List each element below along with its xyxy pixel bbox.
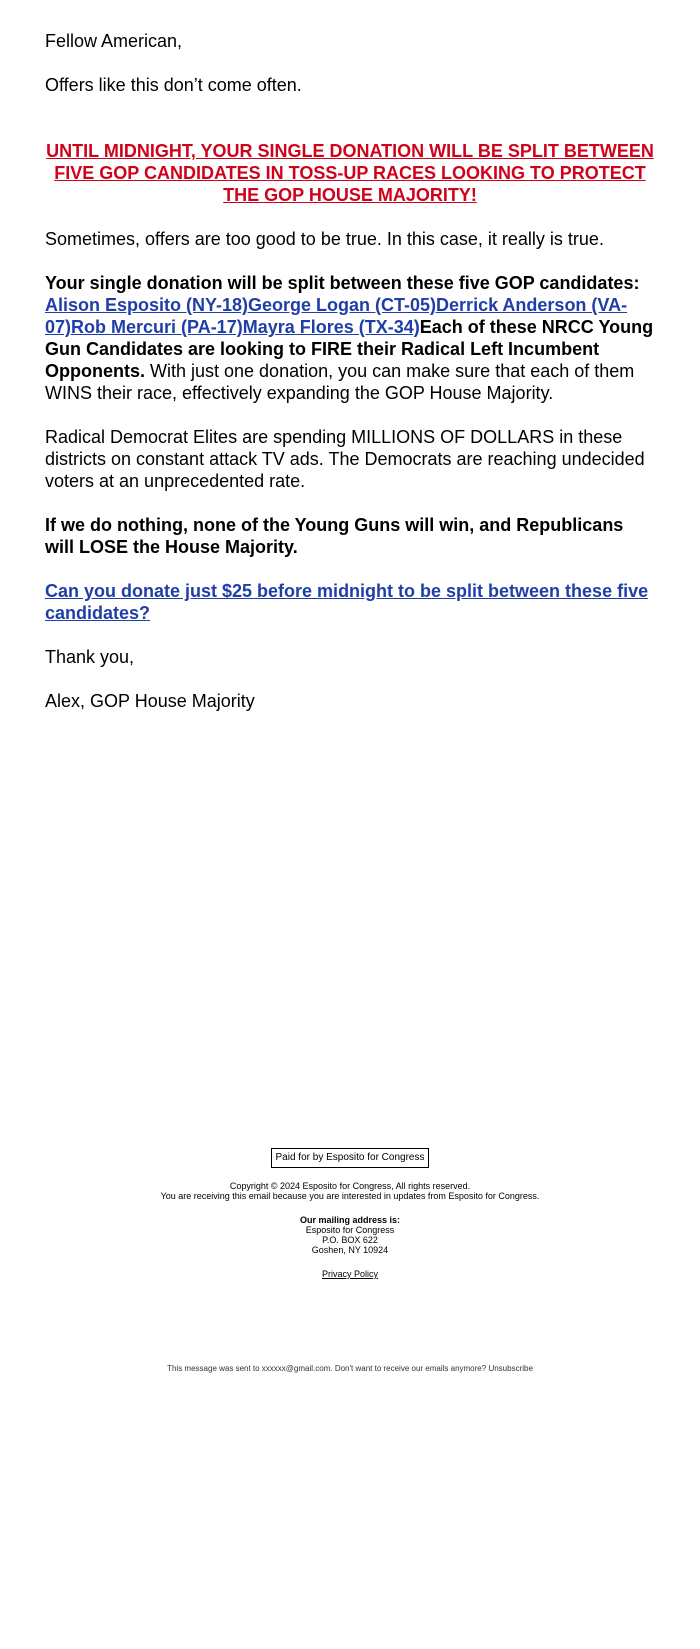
paragraph-offer: Sometimes, offers are too good to be true. In this case, it really is true.: [45, 229, 604, 249]
privacy-block: [0, 1269, 700, 1279]
address-line-3: Goshen, NY 10924: [311, 1245, 389, 1255]
cta-paragraph: [45, 580, 655, 624]
paid-for-box: Paid for by Esposito for Congress: [271, 1148, 430, 1168]
candidate-link-esposito[interactable]: Alison Esposito (NY-18): [45, 295, 249, 315]
candidates-paragraph: [45, 272, 655, 404]
donate-link[interactable]: Can you donate just $25 before midnight to be split between these five candidates?: [45, 581, 649, 623]
email-footer: [0, 1148, 700, 1279]
candidate-link-mercuri[interactable]: Rob Mercuri (PA-17): [71, 317, 243, 337]
mailing-address: [0, 1215, 700, 1255]
thanks: Thank you,: [45, 647, 135, 667]
unsubscribe-link[interactable]: Unsubscribe: [488, 1364, 533, 1373]
one-donation-statement: With just one donation, you can make sure that each of them WINS their race, effectively expanding the GOP House Majority.: [45, 361, 635, 403]
candidates-intro: Your single donation will be split between these five GOP candidates:: [45, 273, 640, 293]
copyright-text: Copyright © 2024 Esposito for Congress, All rights reserved.: [229, 1181, 471, 1191]
paragraph-democrat-spending: Radical Democrat Elites are spending MILLIONS OF DOLLARS in these districts on constant attack TV ads. The Democrats are reaching undecided voters at an unprecedented rate.: [45, 427, 645, 491]
copyright-block: [0, 1181, 700, 1201]
email-body: [45, 30, 655, 734]
sent-text: This message was sent to xxxxxx@gmail.com. Don't want to receive our emails anymore?: [167, 1364, 487, 1373]
address-line-2: P.O. BOX 622: [322, 1235, 378, 1245]
headline: UNTIL MIDNIGHT, YOUR SINGLE DONATION WILL BE SPLIT BETWEEN FIVE GOP CANDIDATES IN TOSS-UP RACES LOOKING TO PROTECT THE GOP HOUSE MAJORITY!: [46, 141, 654, 205]
mailing-title: Our mailing address is:: [299, 1215, 401, 1225]
sent-notice: [0, 1364, 700, 1374]
intro-text: Offers like this don’t come often.: [45, 75, 302, 95]
candidate-link-anderson[interactable]: Derrick Anderson (VA-07): [45, 295, 628, 337]
young-gun-statement: Each of these NRCC Young Gun Candidates are looking to FIRE their Radical Left Incumbent Opponents.: [45, 317, 654, 381]
greeting: Fellow American,: [45, 31, 183, 51]
candidate-link-logan[interactable]: George Logan (CT-05): [248, 295, 437, 315]
address-line-1: Esposito for Congress: [305, 1225, 395, 1235]
privacy-policy-link[interactable]: Privacy Policy: [321, 1269, 378, 1279]
receiving-text: You are receiving this email because you are interested in updates from Esposito for Congress.: [160, 1191, 540, 1201]
signature: Alex, GOP House Majority: [45, 691, 255, 711]
candidate-link-flores[interactable]: Mayra Flores (TX-34): [242, 317, 420, 337]
paragraph-warning: If we do nothing, none of the Young Guns will win, and Republicans will LOSE the House Majority.: [45, 515, 624, 557]
